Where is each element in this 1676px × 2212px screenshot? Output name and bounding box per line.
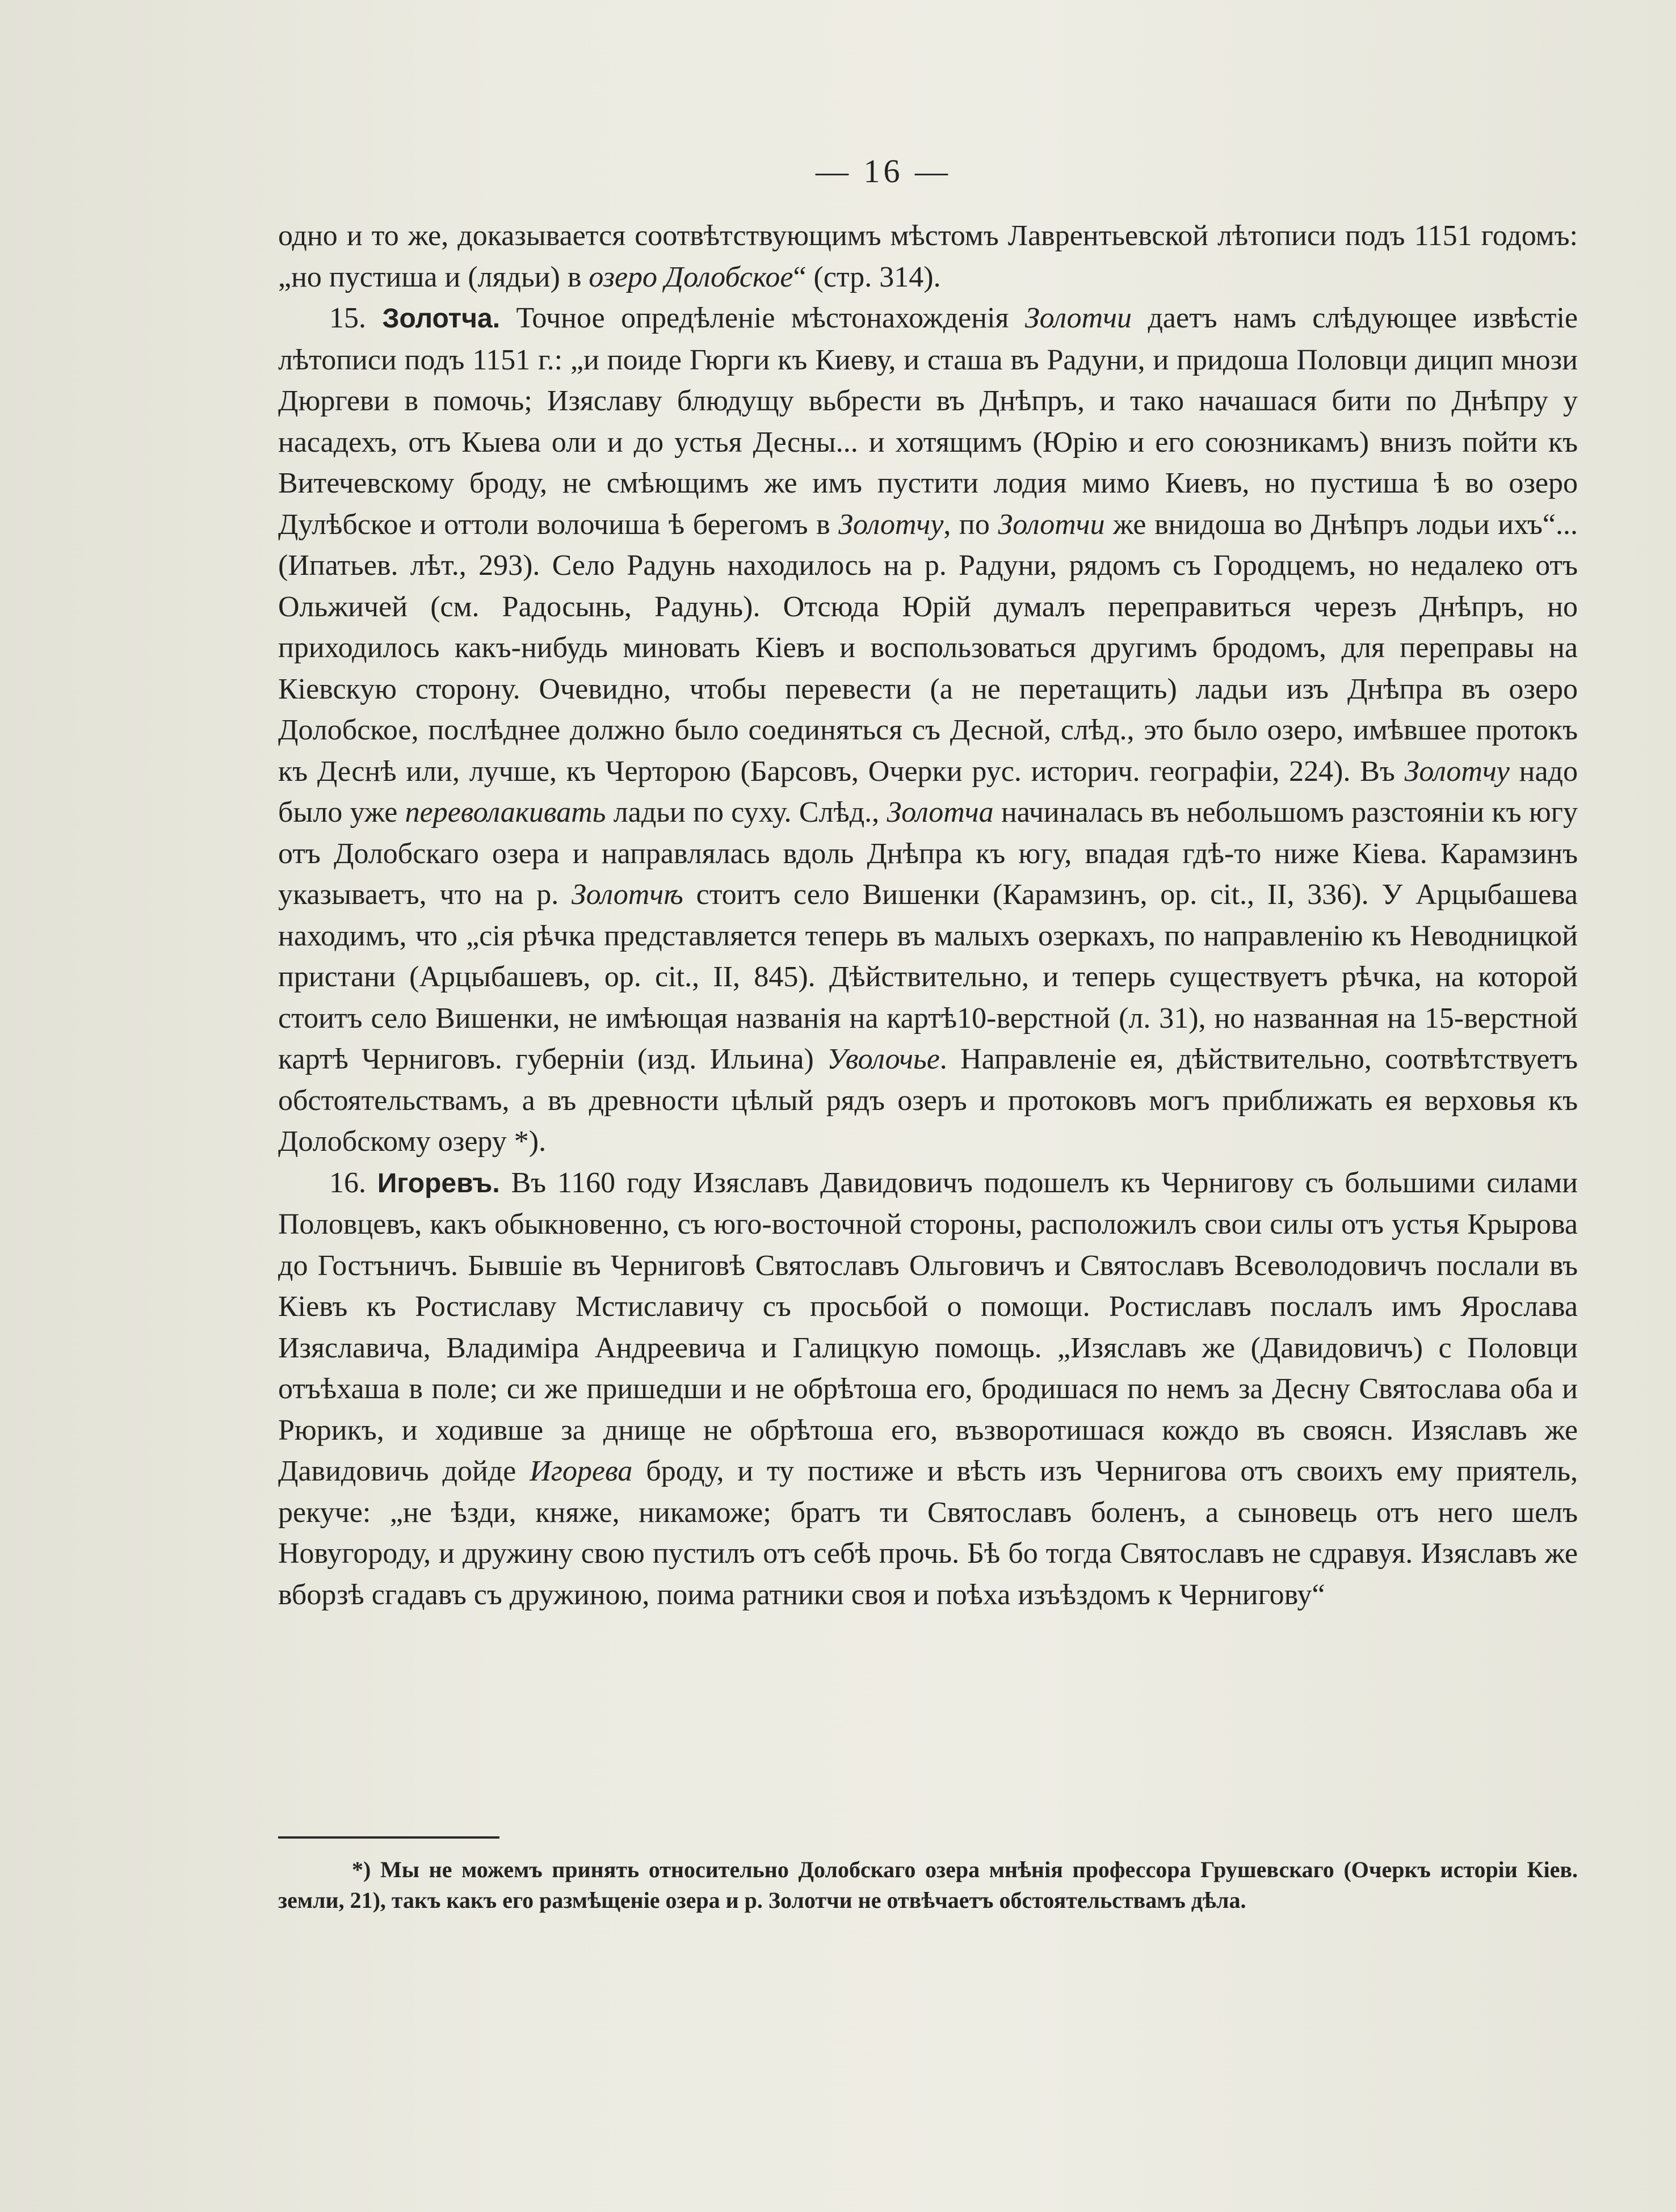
section-heading: Золотча.	[382, 304, 501, 334]
italic-term: Уволочье	[827, 1043, 940, 1075]
text-run: стоитъ село Вишенки (Карамзинъ, op. cit., II, 336). У Арцыбашева находимъ, что „сія рѣчка представляется теперь въ малыхъ озеркахъ, по направленію къ Неводницкой пристани (Арцыбашевъ, op. cit., II, 845). Дѣйствительно, и теперь существуетъ рѣчка, на которой стоитъ село Вишенки, не имѣющая названія на картѣ10-верстной (л. 31), но названная на 15-верстной картѣ Черниговъ. губерніи (изд. Ильина)	[278, 878, 1578, 1075]
text-run: Точное опредѣленіе мѣстонахожденія	[500, 302, 1025, 334]
section-heading: Игоревъ.	[377, 1168, 500, 1198]
section-number: 16.	[329, 1166, 366, 1199]
text-run: начиналась въ небольшомъ разстояніи къ югу отъ Долобскаго озера и направлялась вдоль Днѣпра къ югу, впадая гдѣ-то ниже Кіева. Карамзинъ указываетъ, что на р.	[278, 796, 1578, 911]
text-run: же внидоша во Днѣпръ лодьи ихъ“... (Ипатьев. лѣт., 293). Село Радунь находилось на р. Радуни, рядомъ съ Городцемъ, но недалеко отъ Ольжичей (см. Радосынь, Радунь). Отсюда Юрій думалъ переправиться черезъ Днѣпръ, но приходилось какъ-нибудь миновать Кіевъ и воспользоваться другимъ бродомъ, для переправы на Кіевскую сторону. Очевидно, чтобы перевести (а не перетащить) ладьи изъ Днѣпра въ озеро Долобское, послѣднее должно было соединяться съ Десной, слѣд., это было озеро, имѣвшее протокъ къ Деснѣ или, лучше, къ Черторою (Барсовъ, Очерки рус. историч. географіи, 224). Въ	[278, 508, 1578, 788]
text-run: , по	[943, 508, 998, 541]
italic-term: Золотчу	[1404, 755, 1510, 788]
page-number: — 16 —	[816, 153, 951, 190]
italic-term: озеро Долобское	[589, 260, 793, 293]
text-run: Въ 1160 году Изяславъ Давидовичъ подошелъ къ Чернигову съ большими силами Половцевъ, какъ обыкновенно, съ юго-восточной стороны, расположилъ свои силы отъ устья Крырова до Гостъничъ. Бывшіе въ Черниговѣ Святославъ Ольговичъ и Святославъ Всеволодовичъ послали въ Кіевъ къ Ростиславу Мстиславичу съ просьбой о помощи. Ростиславъ послалъ имъ Ярослава Изяславича, Владиміра Андреевича и Галицкую помощь. „Изяславъ же (Давидовичъ) с Половци отъѣхаша в поле; си же пришедши и не обрѣтоша его, бродишася по немъ за Десну Святослава оба и Рюрикъ, и ходивше за днище не обрѣтоша его, възворотишася кождо въ своясн. Изяславъ же Давидовичь дойде	[278, 1166, 1578, 1487]
text-run: даетъ намъ слѣдующее извѣстіе лѣтописи подъ 1151 г.: „и поиде Гюрги къ Киеву, и сташа въ Радуни, и придоша Половци дицип мнози Дюргеви в помочь; Изяславу блюдущу вьбрести въ Днѣпръ, и тако начашася бити по Днѣпру у насадехъ, отъ Кыева оли и до устья Десны... и хотящимъ (Юрію и его союзникамъ) внизъ пойти къ Витечевскому броду, не смѣющимъ же имъ пустити лодия мимо Киевъ, но пустиша ѣ во озеро Дулѣбское и оттоли волочиша ѣ берегомъ в	[278, 302, 1578, 541]
italic-term: Золотчу	[838, 508, 944, 541]
italic-term: Золотчи	[998, 508, 1105, 541]
italic-term: переволакивать	[405, 796, 606, 829]
section-15	[278, 298, 1578, 1163]
text-run: “ (стр. 314).	[793, 260, 941, 293]
italic-term: Золотчи	[1024, 302, 1132, 334]
text-run: надо было уже	[278, 755, 1578, 829]
paragraph-continued	[278, 216, 1578, 298]
text-run: одно и то же, доказывается соотвѣтствующимъ мѣстомъ Лаврентьевской лѣтописи подъ 1151 годомъ: „но пустиша и (лядьи) в	[278, 220, 1578, 293]
footnote-divider	[278, 1836, 499, 1839]
italic-term: Золотчѣ	[572, 878, 683, 911]
italic-term: Игорева	[530, 1455, 633, 1487]
section-number: 15.	[329, 302, 366, 334]
text-run: ладьи по суху. Слѣд.,	[606, 796, 887, 829]
text-run: броду, и ту постиже и вѣсть изъ Чернигова отъ своихъ ему приятель, рекуче: „не ѣзди, княже, никаможе; братъ ти Святославъ боленъ, а сыновець отъ него шелъ Новугороду, и дружину свою пустилъ отъ себѣ прочь. Бѣ бо тогда Святославъ не сдравуя. Изяславъ же вборзѣ сгадавъ съ дружиною, поима ратники своя и поѣха изъѣздомъ к Чернигову“	[278, 1455, 1578, 1611]
section-16	[278, 1163, 1578, 1616]
footnote: *) Мы не можемъ принять относительно Долобскаго озера мнѣнія профессора Грушевскаго (Очеркъ исторіи Кіев. земли, 21), такъ какъ его размѣщеніе озера и р. Золотчи не отвѣчаетъ обстоятельствамъ дѣла.	[278, 1857, 1578, 1913]
body-text	[278, 216, 1578, 1616]
italic-term: Золотча	[887, 796, 994, 829]
text-run: . Направленіе ея, дѣйствительно, соотвѣтствуетъ обстоятельствамъ, а въ древности цѣлый рядъ озеръ и протоковъ могъ приближать ея верховья къ Долобскому озеру *).	[278, 1043, 1578, 1158]
